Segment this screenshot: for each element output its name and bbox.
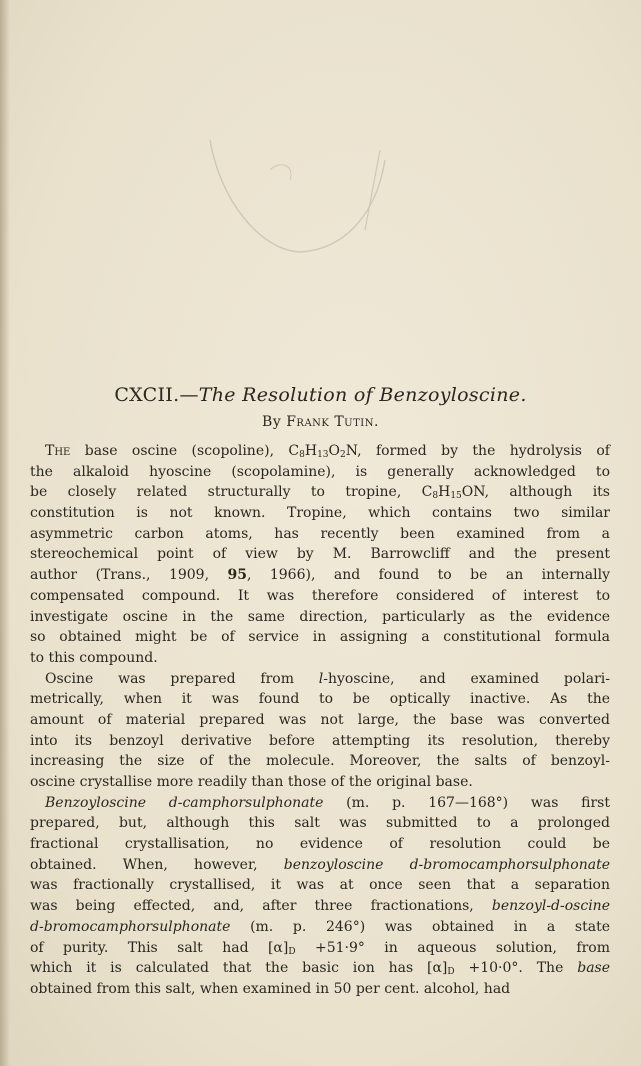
paragraph-2 — [30, 669, 610, 793]
text-line: was being effected, and, after three fractionations, benzoyl-d-oscine — [30, 898, 610, 915]
text-line: which it is calculated that the basic ion has $[\alpha]_D +10\cdot 0^\circ$. The base — [30, 960, 611, 978]
byline-prefix: By — [262, 414, 282, 430]
text-line: oscine crystallise more readily than those of the original base. — [30, 774, 473, 790]
text-line: constitution is not known. Tropine, which contains two similar — [30, 505, 610, 522]
text-line: into its benzoyl derivative before attempting its resolution, thereby — [30, 732, 610, 749]
text-line: be closely related structurally to tropine, $C_8H_{15}ON$, although its — [30, 484, 610, 502]
text-line: stereochemical point of view by M. Barrowcliff and the present — [30, 546, 610, 563]
text-line: author (Trans., 1909, 95, 1966), and found to be an internally — [30, 567, 610, 584]
text-line: prepared, but, although this salt was submitted to a prolonged — [30, 815, 610, 832]
text-line: The — [45, 443, 71, 459]
text-line: obtained from this salt, when examined in 50 per cent. alcohol, had — [30, 980, 511, 997]
text-line: asymmetric carbon atoms, has recently been examined from a — [30, 525, 610, 542]
text-line: compensated compound. It was therefore considered of interest to — [30, 587, 610, 604]
text-line: The base oscine (scopoline), $C_8H_{13}O_2N$, formed by the hydrolysis of — [45, 443, 610, 460]
text-line: the alkaloid hyoscine (scopolamine), is generally acknowledged to — [30, 463, 610, 480]
text-line: obtained. When, however, benzoyloscine d-bromocamphorsulphonate — [30, 856, 610, 873]
text-line: of purity. This salt had $[\alpha]_D +51\cdot 9^\circ$ in aqueous solution, from — [30, 939, 610, 957]
article-title — [0, 384, 641, 406]
text-line: Oscine was prepared from l-hyoscine, and examined polari- — [45, 670, 610, 687]
text-line: so obtained might be of service in assigning a constitutional formula — [30, 629, 610, 646]
article-number: CXCII. — [114, 384, 180, 406]
text-line: investigate oscine in the same direction, particularly as the evidence — [30, 608, 610, 625]
title-dash: — — [179, 384, 199, 406]
text-line: increasing the size of the molecule. Moreover, the salts of benzoyl- — [30, 753, 610, 770]
paragraph-3 — [30, 793, 610, 1000]
article-body — [30, 441, 610, 1000]
author-name: Frank Tutin. — [286, 414, 379, 430]
text-line: was fractionally crystallised, it was at once seen that a separation — [30, 877, 610, 894]
text-line: metrically, when it was found to be optically inactive. As the — [30, 691, 610, 708]
page-spine-shadow — [0, 0, 10, 1066]
bleed-through-mark — [180, 120, 400, 280]
author-byline — [0, 414, 641, 430]
paragraph-1 — [30, 441, 610, 669]
text-line: Benzoyloscine d-camphorsulphonate (m. p. 167—168°) was first — [45, 794, 610, 811]
text-line: amount of material prepared was not large, the base was converted — [30, 711, 610, 728]
text-line: to this compound. — [30, 649, 158, 666]
article-title-text: The Resolution of Benzoyloscine. — [198, 384, 527, 406]
text-line: fractional crystallisation, no evidence of resolution could be — [30, 836, 610, 853]
text-line: d-bromocamphorsulphonate (m. p. 246°) was obtained in a state — [30, 918, 610, 935]
